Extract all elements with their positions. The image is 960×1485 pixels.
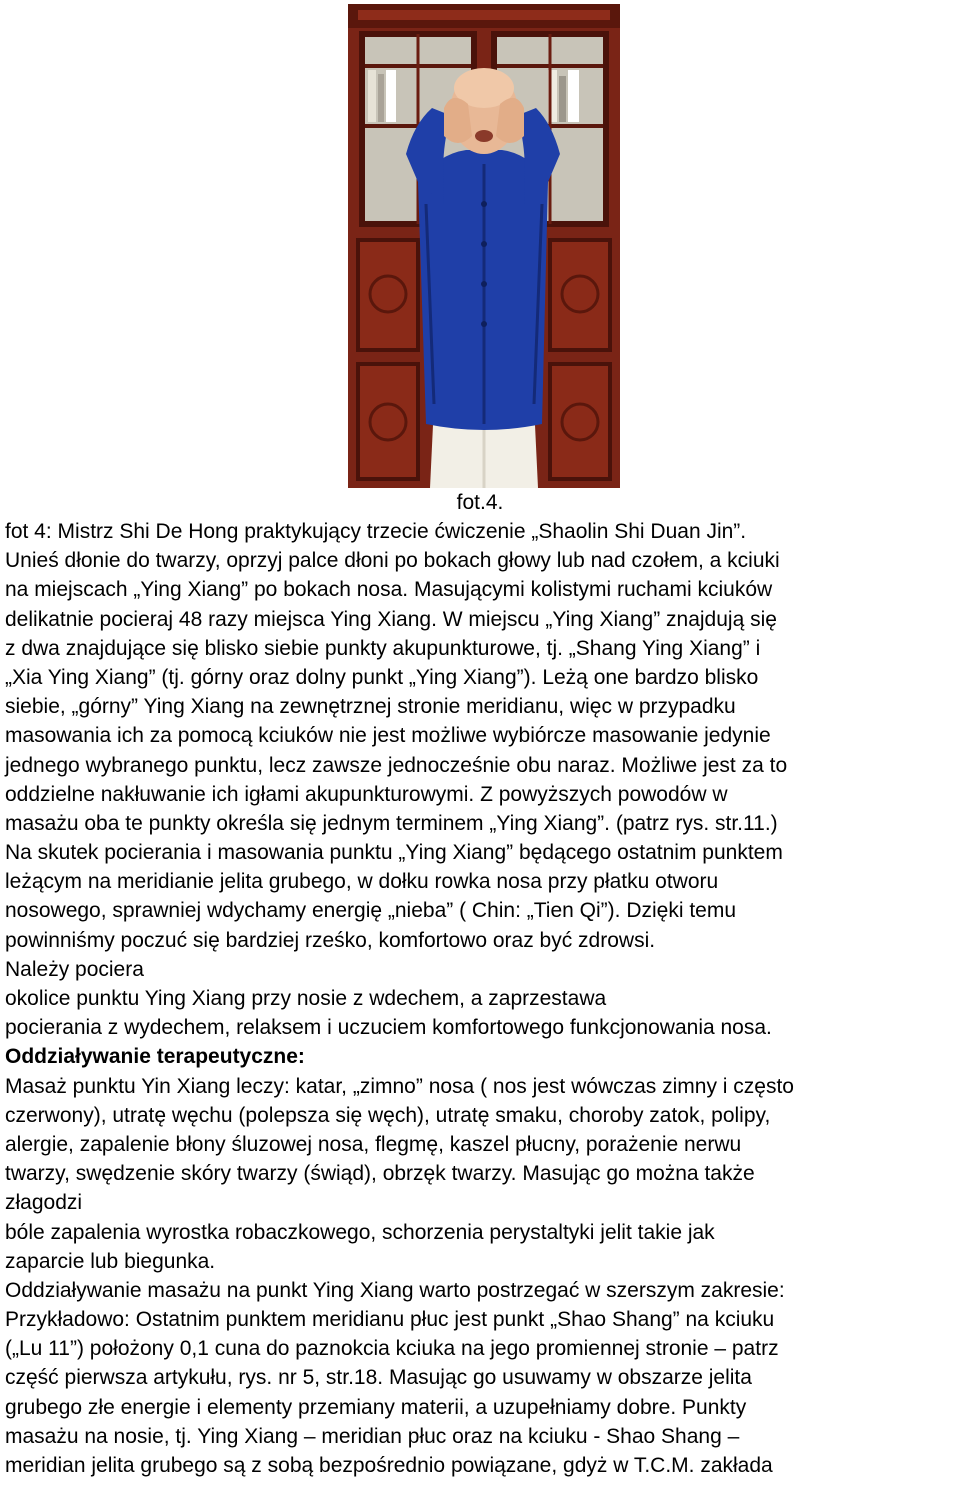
text-line: czerwony), utratę węchu (polepsza się węch), utratę smaku, choroby zatok, polipy, [5, 1103, 771, 1127]
text-line: jednego wybranego punktu, lecz zawsze jednocześnie obu naraz. Możliwe jest za to [5, 753, 788, 777]
text-line: Oddziaływanie masażu na punkt Ying Xiang warto postrzegać w szerszym zakresie: [5, 1278, 785, 1302]
text-line: twarzy, swędzenie skóry twarzy (świąd), obrzęk twarzy. Masując go można także [5, 1162, 755, 1186]
text-line: alergie, zapalenie błony śluzowej nosa, flegmę, kaszel płucny, porażenie nerwu [5, 1132, 742, 1156]
text-line: pocierania z wydechem, relaksem i uczuciem komfortowego funkcjonowania nosa. [5, 1016, 772, 1040]
text-line: zaparcie lub biegunka. [5, 1249, 216, 1273]
text-line: nosowego, sprawniej wdychamy energię „nieba” ( Chin: „Tien Qi”). Dzięki temu [5, 899, 737, 923]
text-line: Unieś dłonie do twarzy, oprzyj palce dłoni po bokach głowy lub nad czołem, a kciuki [5, 549, 780, 573]
text-line: na miejscach „Ying Xiang” po bokach nosa. Masującymi kolistymi ruchami kciuków [5, 578, 773, 602]
text-line: meridian jelita grubego są z sobą bezpośrednio powiązane, gdyż w T.C.M. zakłada [5, 1454, 773, 1477]
text-line: Należy pociera [5, 957, 144, 981]
text-line: masażu na nosie, tj. Ying Xiang – meridian płuc oraz na kciuku - Shao Shang – [5, 1424, 740, 1448]
master-photo-drawing [348, 4, 620, 488]
text-line: masowania ich za pomocą kciuków nie jest możliwe wybiórcze masowanie jedynie [5, 724, 771, 748]
text-line: „Xia Ying Xiang” (tj. górny oraz dolny punkt „Ying Xiang”). Leżą one bardzo blisko [5, 665, 759, 689]
text-line: grubego złe energie i elementy przemiany materii, a uzupełniamy dobre. Punkty [5, 1395, 747, 1419]
text-line: Na skutek pocierania i masowania punktu „Ying Xiang” będącego ostatnim punktem [5, 841, 783, 865]
section-heading: Oddziaływanie terapeutyczne: [5, 1045, 305, 1069]
right-hand [496, 98, 524, 143]
text-line: delikatnie pocieraj 48 razy miejsca Ying Xiang. W miejscu „Ying Xiang” znajdują się [5, 607, 777, 631]
text-line: Masaż punktu Yin Xiang leczy: katar, „zimno” nosa ( nos jest wówczas zimny i często [5, 1074, 794, 1098]
text-line: oddzielne nakłuwanie ich igłami akupunkturowymi. Z powyższych powodów w [5, 782, 728, 806]
text-line: siebie, „górny” Ying Xiang na zewnętrznej stronie meridianu, więc w przypadku [5, 695, 736, 719]
text-line: część pierwsza artykułu, rys. nr 5, str.18. Masując go usuwamy w obszarze jelita [5, 1366, 752, 1390]
text-line: z dwa znajdujące się blisko siebie punkty akupunkturowe, tj. „Shang Ying Xiang” i [5, 636, 761, 660]
text-line: powinniśmy poczuć się bardziej rześko, komfortowo oraz być zdrowsi. [5, 928, 656, 952]
text-line: Przykładowo: Ostatnim punktem meridianu płuc jest punkt „Shao Shang” na kciuku [5, 1308, 775, 1332]
photo-caption: fot.4. [456, 491, 504, 514]
left-hand [444, 98, 472, 143]
master-photo [348, 4, 620, 488]
text-line: okolice punktu Ying Xiang przy nosie z wdechem, a zaprzestawa [5, 987, 607, 1010]
text-line: masażu oba te punkty określa się jednym terminem „Ying Xiang”. (patrz rys. str.11.) [5, 811, 778, 835]
text-line: złagodzi [5, 1191, 83, 1215]
text-line: leżącym na meridianie jelita grubego, w dołku rowka nosa przy płatku otworu [5, 870, 719, 894]
text-line: bóle zapalenia wyrostka robaczkowego, schorzenia perystaltyki jelit takie jak [5, 1220, 715, 1244]
article-text [5, 517, 957, 1480]
text-line: fot 4: Mistrz Shi De Hong praktykujący trzecie ćwiczenie „Shaolin Shi Duan Jin”. [5, 520, 747, 543]
text-line: („Lu 11”) położony 0,1 cuna do paznokcia kciuka na jego promiennej stronie – patrz [5, 1337, 779, 1361]
